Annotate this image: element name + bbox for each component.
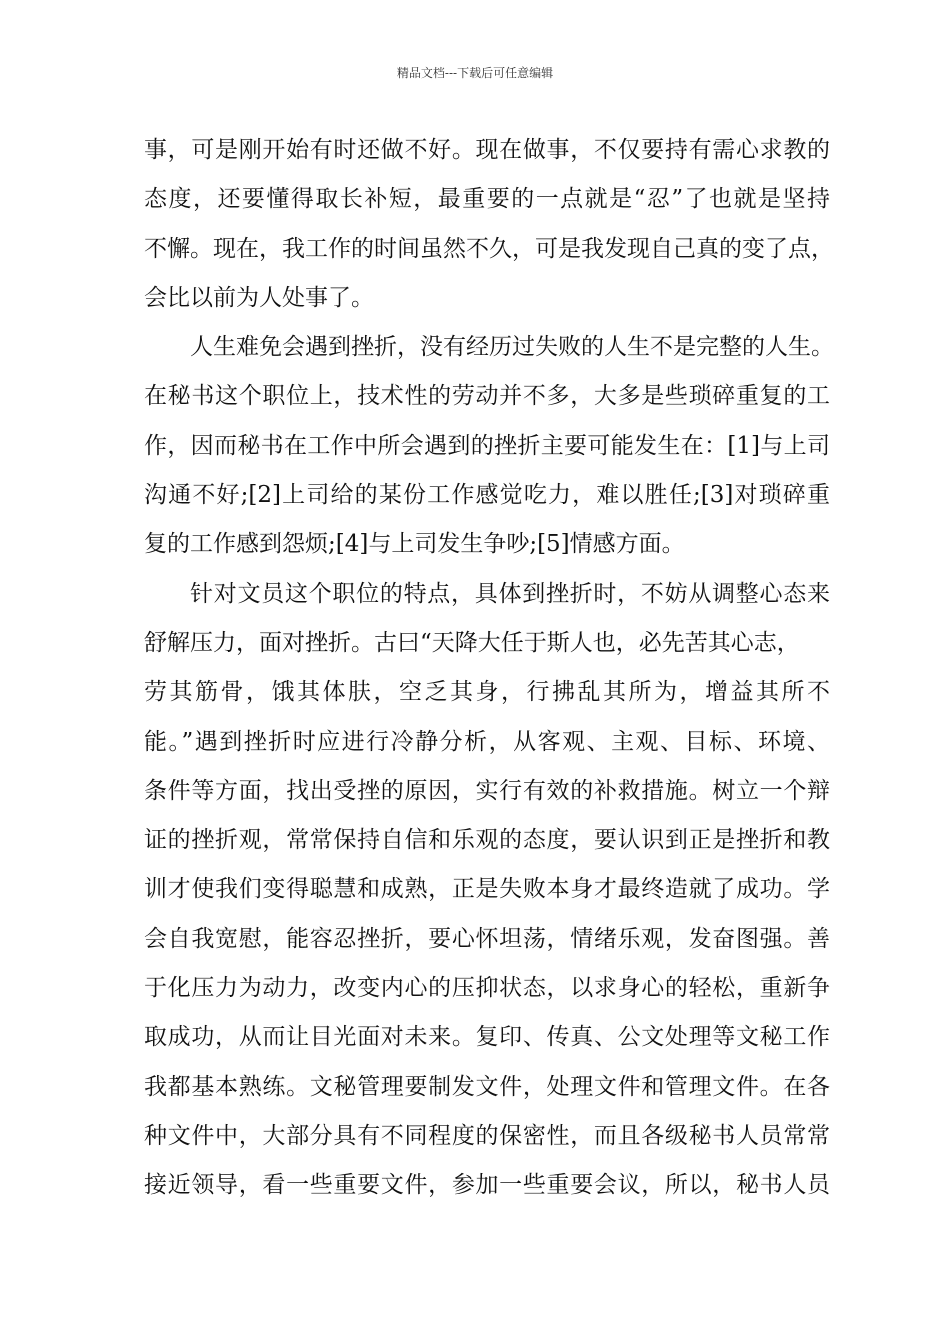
text-line: 条件等方面，找出受挫的原因，实行有效的补救措施。树立一个辩 bbox=[144, 777, 830, 804]
text-line: 能。”遇到挫折时应进行冷静分析，从客观、主观、目标、环境、 bbox=[144, 728, 830, 755]
document-body bbox=[144, 126, 834, 1211]
text-line: 接近领导，看一些重要文件，参加一些重要会议，所以，秘书人员 bbox=[144, 1172, 830, 1199]
text-line: 我都基本熟练。文秘管理要制发文件，处理文件和管理文件。在各 bbox=[144, 1073, 830, 1100]
text-line: 在秘书这个职位上，技术性的劳动并不多，大多是些琐碎重复的工 bbox=[144, 383, 830, 410]
paragraph-start-line: 针对文员这个职位的特点，具体到挫折时，不妨从调整心态来 bbox=[190, 580, 830, 607]
text-line: 不懈。现在，我工作的时间虽然不久，可是我发现自己真的变了点， bbox=[144, 235, 834, 262]
text-line: 会比以前为人处事了。 bbox=[144, 284, 374, 311]
text-line: 复的工作感到怨烦;[4]与上司发生争吵;[5]情感方面。 bbox=[144, 531, 685, 558]
text-line: 事，可是刚开始有时还做不好。现在做事，不仅要持有需心求教的 bbox=[144, 137, 830, 163]
text-line: 沟通不好;[2]上司给的某份工作感觉吃力，难以胜任;[3]对琐碎重 bbox=[144, 482, 830, 509]
text-line: 训才使我们变得聪慧和成熟，正是失败本身才最终造就了成功。学 bbox=[144, 876, 830, 903]
text-line: 证的挫折观，常常保持自信和乐观的态度，要认识到正是挫折和教 bbox=[144, 827, 830, 854]
text-line: 会自我宽慰，能容忍挫折，要心怀坦荡，情绪乐观，发奋图强。善 bbox=[144, 925, 830, 952]
page-header: 精品文档---下载后可任意编辑 bbox=[396, 66, 554, 80]
text-line: 作，因而秘书在工作中所会遇到的挫折主要可能发生在：[1]与上司 bbox=[144, 432, 830, 459]
paragraph-start-line: 人生难免会遇到挫折，没有经历过失败的人生不是完整的人生。 bbox=[190, 334, 834, 361]
text-line: 舒解压力，面对挫折。古曰“天降大任于斯人也，必先苦其心志， bbox=[144, 629, 800, 656]
text-line: 于化压力为动力，改变内心的压抑状态，以求身心的轻松，重新争 bbox=[144, 975, 830, 1002]
text-line: 种文件中，大部分具有不同程度的保密性，而且各级秘书人员常常 bbox=[144, 1122, 830, 1149]
text-line: 取成功，从而让目光面对未来。复印、传真、公文处理等文秘工作 bbox=[144, 1024, 830, 1051]
text-line: 劳其筋骨，饿其体肤，空乏其身，行拂乱其所为，增益其所不 bbox=[144, 679, 830, 706]
text-line: 态度，还要懂得取长补短，最重要的一点就是“忍”了也就是坚持 bbox=[144, 186, 830, 213]
